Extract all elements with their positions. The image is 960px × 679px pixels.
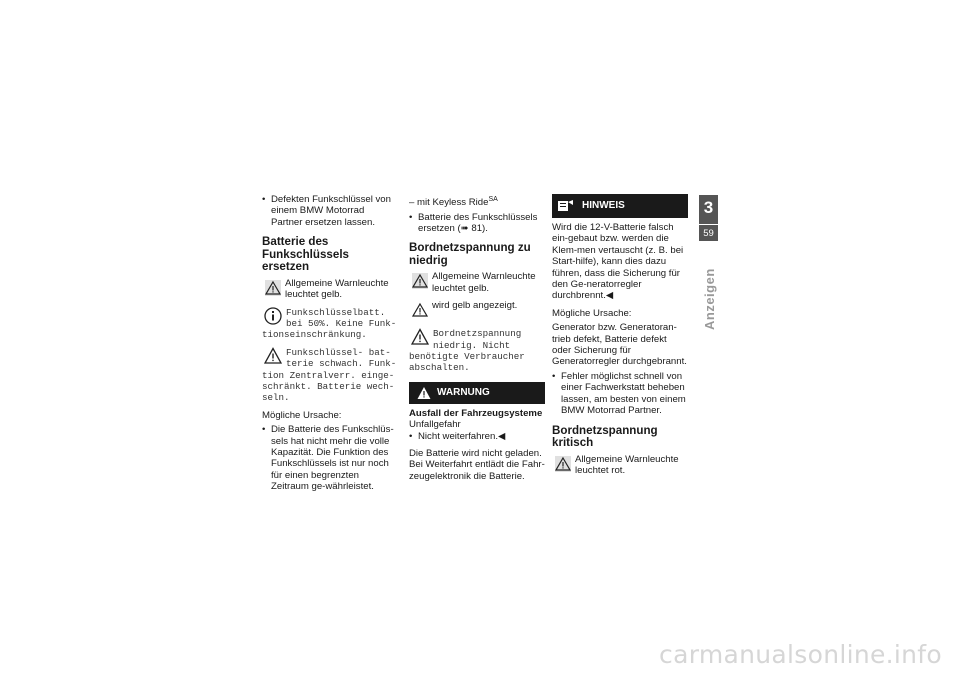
warning-triangle-icon bbox=[264, 347, 282, 365]
column-2 bbox=[409, 194, 545, 485]
warning-light-row: Allgemeine Warnleuchte leuchtet gelb. bbox=[409, 271, 545, 294]
section-heading: Bordnetzspannung kritisch bbox=[552, 423, 658, 449]
bullet-text: Fehler möglichst schnell von einer Fachwerkstatt beheben lassen, am besten von einem BMW Motorrad Partner. bbox=[561, 370, 686, 417]
list-item: • Die Batterie des Funkschlüs-sels hat nicht mehr die volle Kapazität. Die Funktion des Funkschlüssels ist nur noch für einen begrenzten Zeitraum ge-währleistet. bbox=[262, 424, 398, 492]
warning-subheading: Unfallgefahr bbox=[409, 419, 461, 431]
cause-label: Mögliche Ursache: bbox=[262, 409, 342, 421]
warning-heading: Ausfall der Fahrzeugsysteme bbox=[409, 407, 543, 419]
warning-triangle-icon bbox=[411, 328, 429, 346]
list-item: • Defekten Funkschlüssel von einem BMW Motorrad Partner ersetzen lassen. bbox=[262, 194, 398, 228]
list-item: • Nicht weiterfahren.◀ bbox=[409, 430, 506, 442]
note-text: Wird die 12-V-Batterie falsch ein-gebaut bzw. werden die Klem-men vertauscht (z. B. bei Start-hilfe), kann dies dazu führen, dass die Sicherung für den Ge-neratorregler durchbrennt.◀ bbox=[552, 222, 684, 302]
section-heading: Bordnetzspannung zu niedrig bbox=[409, 241, 531, 267]
warning-triangle-icon bbox=[555, 456, 571, 472]
warning-triangle-icon bbox=[417, 386, 431, 400]
tab-divider bbox=[699, 224, 718, 225]
paragraph: Die Batterie wird nicht geladen. Bei Weiterfahrt entlädt die Fahr-zeugelektronik die Batterie. bbox=[409, 448, 545, 482]
list-item: • Batterie des Funkschlüssels ersetzen (➠ 81). bbox=[409, 212, 545, 235]
list-item: • Fehler möglichst schnell von einer Fachwerkstatt beheben lassen, am besten von einem BMW Motorrad Partner. bbox=[552, 371, 688, 417]
warning-triangle-icon bbox=[412, 273, 428, 289]
warning-triangle-icon bbox=[265, 280, 281, 296]
column-3 bbox=[552, 194, 688, 482]
note-banner: HINWEIS bbox=[552, 194, 688, 218]
bullet-text: Defekten Funkschlüssel von einem BMW Motorrad Partner ersetzen lassen. bbox=[271, 194, 391, 228]
bullet-text: Die Batterie des Funkschlüs-sels hat nicht mehr die volle Kapazität. Die Funktion des Funkschlüssels ist nur noch für einen begrenzten Zeitraum ge-währleistet. bbox=[271, 424, 394, 493]
dash-item: – mit Keyless Ride$^{SA}$ bbox=[409, 196, 498, 209]
warning-banner: WARNUNG bbox=[409, 382, 545, 404]
cause-label: Mögliche Ursache: bbox=[552, 307, 632, 319]
display-message: Funkschlüsselbatt. bei 50%. Keine Funk-tionseinschränkung. bbox=[262, 306, 397, 341]
bullet-text: Nicht weiterfahren.◀ bbox=[418, 430, 506, 442]
warning-triangle-icon bbox=[412, 302, 428, 318]
section-heading: Batterie des Funkschlüssels ersetzen bbox=[262, 235, 349, 274]
column-1 bbox=[262, 194, 398, 493]
chapter-number: 3 bbox=[703, 198, 714, 217]
warning-light-row: wird gelb angezeigt. bbox=[409, 300, 545, 322]
cause-text: Generator bzw. Generatoran-trieb defekt, Batterie defekt oder Sicherung für Generatorregler durchgebrannt. bbox=[552, 322, 687, 368]
watermark: carmanualsonline.info bbox=[659, 640, 942, 669]
note-icon bbox=[558, 200, 574, 212]
chapter-label: Anzeigen bbox=[702, 268, 717, 330]
display-message: Funkschlüssel- bat-terie schwach. Funk-tion Zentralverr. einge-schränkt. Batterie wech-seln. bbox=[262, 346, 397, 404]
info-icon bbox=[264, 307, 282, 325]
display-message: Bordnetzspannung niedrig. Nicht benötigte Verbraucher abschalten. bbox=[409, 328, 525, 374]
warning-light-row: Allgemeine Warnleuchte leuchtet rot. bbox=[552, 454, 688, 477]
page-number: 59 bbox=[703, 228, 714, 239]
bullet-text: Batterie des Funkschlüssels ersetzen (➠ 81). bbox=[418, 211, 538, 234]
warning-light-row: Allgemeine Warnleuchte leuchtet gelb. bbox=[262, 278, 398, 301]
